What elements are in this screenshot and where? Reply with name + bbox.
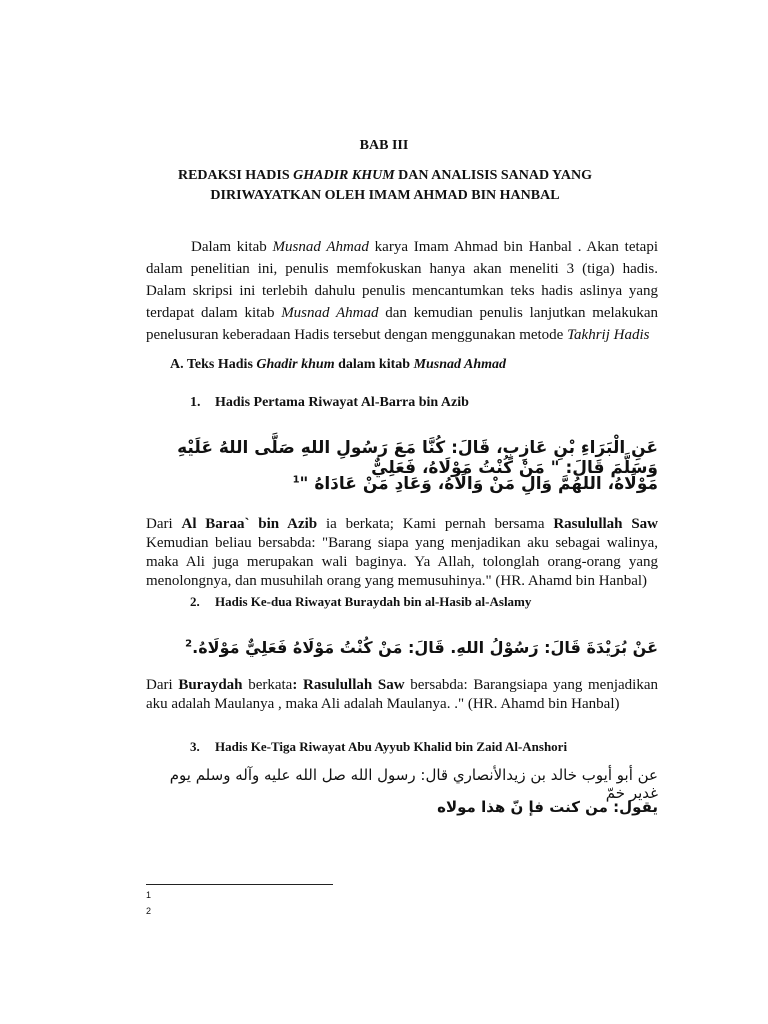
hadis-2-arabic-line-1 <box>146 638 658 657</box>
hadis-3-arabic-line-1: عن أبو أيوب خالد بن زيدالأنصاري قال: رسول الله صل الله عليه وآله وسلم يوم غدير خمّ <box>169 766 658 802</box>
section-text: dalam kitab <box>334 357 414 372</box>
hadis-1-translation <box>146 515 658 591</box>
intro-text: karya Imam Ahmad bin Hanbal . Akan tetapi dalam penelitian ini, penulis memfokuskan hanya akan meneliti 3 (tiga) hadis. Dalam skripsi ini terlebih dahulu penulis mencantumkan teks hadis aslinya yang terdapat dalam kitab <box>146 239 658 321</box>
trans-text: berkata <box>242 677 293 693</box>
hadis-1-heading <box>190 395 469 411</box>
title-italic: GHADIR KHUM <box>293 168 395 183</box>
hadis-heading-text: Hadis Pertama Riwayat Al-Barra bin Azib <box>215 395 469 410</box>
chapter-heading: BAB III <box>359 138 409 153</box>
hadis-2-heading <box>190 594 531 610</box>
footnote-divider <box>146 884 333 885</box>
section-label: A. <box>170 357 184 372</box>
trans-bold: Buraydah <box>178 677 243 693</box>
section-italic: Musnad Ahmad <box>413 357 507 372</box>
intro-paragraph <box>146 236 658 346</box>
trans-bold: : Rasulullah Saw <box>292 677 405 693</box>
title-part: REDAKSI HADIS <box>177 168 294 183</box>
section-a-heading <box>170 357 506 373</box>
intro-italic: Musnad Ahmad <box>281 305 379 321</box>
arabic-text: مَوْلَاهُ، اللهُمَّ وَالِ مَنْ وَالَاهُ، وَعَادِ مَنْ عَادَاهُ " <box>299 474 658 494</box>
footnote-ref: 1 <box>292 474 300 486</box>
footnote-2: 2 <box>146 906 152 916</box>
intro-text: Dalam kitab <box>191 239 273 255</box>
hadis-number: 1. <box>190 395 201 410</box>
footnote-1: 1 <box>146 890 152 900</box>
section-italic: Ghadir khum <box>256 357 335 372</box>
chapter-title <box>150 166 620 206</box>
footnote-ref: 2 <box>185 638 193 650</box>
section-text: Teks Hadis <box>183 357 257 372</box>
hadis-heading-text: Hadis Ke-Tiga Riwayat Abu Ayyub Khalid bin Zaid Al-Anshori <box>215 739 568 754</box>
intro-italic: Takhrij Hadis <box>567 327 650 343</box>
trans-bold: Rasulullah Saw <box>553 516 659 532</box>
title-part: DAN ANALISIS SANAD YANG DIRIWAYATKAN OLEH IMAM AHMAD BIN HANBAL <box>210 168 592 203</box>
arabic-text: عَنْ بُرَيْدَةَ قَالَ: رَسُوْلُ اللهِ. قَالَ: مَنْ كُنْتُ مَوْلَاهُ فَعَلِيٌّ مَوْلَاهُ. <box>192 638 658 657</box>
intro-italic: Musnad Ahmad <box>272 239 369 255</box>
trans-text: ia berkata; Kami pernah bersama <box>317 516 554 532</box>
hadis-1-arabic-line-1: عَنِ الْبَرَاءِ بْنِ عَازِبٍ، قَالَ: كُنَّا مَعَ رَسُولِ اللهِ صَلَّى اللهُ عَلَيْهِ وَسَلَّمَ قَالَ: " مَنْ كُنْتُ مَوْلَاهُ، فَعَلِيٌّ <box>177 438 658 478</box>
hadis-number: 2. <box>190 594 200 609</box>
hadis-heading-text: Hadis Ke-dua Riwayat Buraydah bin al-Hasib al-Aslamy <box>215 594 532 609</box>
hadis-1-arabic-line-2 <box>146 474 658 494</box>
hadis-3-heading <box>190 739 567 755</box>
trans-bold: Al Baraa` bin Azib <box>181 516 318 532</box>
hadis-2-translation <box>146 676 658 714</box>
trans-text: bersabda: Barangsiapa yang menjadikan aku adalah Maulanya , maka Ali adalah Maulanya. ." (HR. Ahamd bin Hanbal) <box>146 677 658 712</box>
trans-text: Kemudian beliau bersabda: "Barang siapa yang menjadikan aku sebagai walinya, maka Ali juga merupakan wali baginya. Ya Allah, tolonglah orang-orang yang menolongnya, dan musuhilah orang yang memusuhinya." (HR. Ahamd bin Hanbal) <box>146 535 658 589</box>
hadis-number: 3. <box>190 739 200 754</box>
trans-text: Dari <box>146 677 179 693</box>
intro-text: dan kemudian penulis lanjutkan melakukan penelusuran keberadaan Hadis tersebut dengan menggunakan metode <box>146 305 658 343</box>
hadis-3-arabic-line-2: يقول: من كنت فإ نّ هذا مولاه <box>437 798 658 816</box>
trans-text: Dari <box>146 516 182 532</box>
